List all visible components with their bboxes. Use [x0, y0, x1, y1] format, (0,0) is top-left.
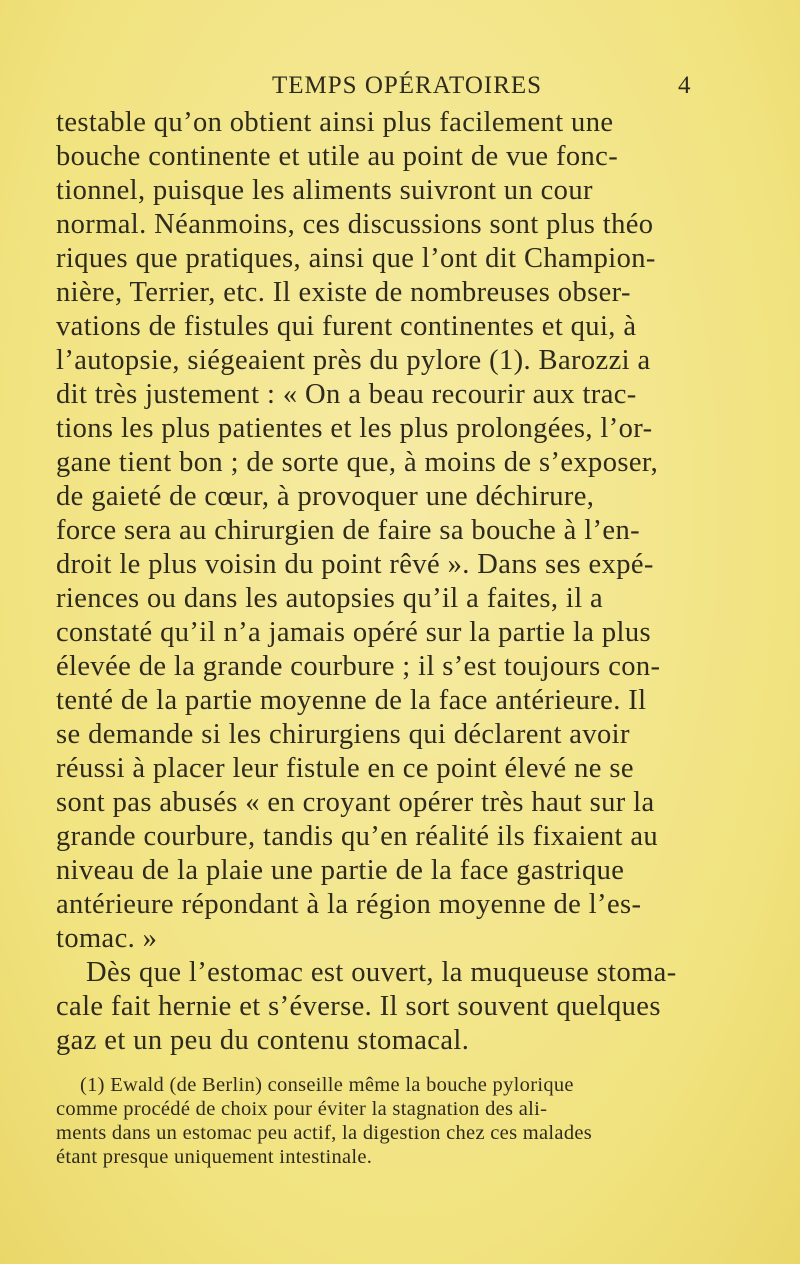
body-line: sont pas abusés « en croyant opérer très haut sur la: [56, 787, 655, 818]
body-line: Dès que l’estomac est ouvert, la muqueuse stoma-: [86, 957, 677, 988]
body-line: constaté qu’il n’a jamais opéré sur la partie la plus: [56, 617, 651, 648]
body-line: cale fait hernie et s’éverse. Il sort souvent quelques: [56, 991, 661, 1022]
body-line: gaz et un peu du contenu stomacal.: [56, 1025, 470, 1056]
body-line: testable qu’on obtient ainsi plus facilement une: [56, 107, 614, 138]
footnote-line: (1) Ewald (de Berlin) conseille même la bouche pylorique: [80, 1074, 574, 1096]
body-line: de gaieté de cœur, à provoquer une déchirure,: [56, 481, 595, 512]
body-line: vations de fistules qui furent continentes et qui, à: [56, 311, 637, 342]
body-line: droit le plus voisin du point rêvé ». Dans ses expé-: [56, 549, 654, 580]
body-line: riques que pratiques, ainsi que l’ont dit Champion-: [56, 243, 656, 274]
body-line: tenté de la partie moyenne de la face antérieure. Il: [56, 685, 647, 716]
page-number: 4: [678, 72, 691, 99]
body-line: l’autopsie, siégeaient près du pylore (1). Barozzi a: [56, 345, 651, 376]
body-line: tomac. »: [56, 923, 158, 954]
body-line: nière, Terrier, etc. Il existe de nombreuses obser-: [56, 277, 631, 308]
running-title: TEMPS OPÉRATOIRES: [272, 72, 543, 99]
body-line: normal. Néanmoins, ces discussions sont plus théo: [56, 209, 654, 240]
body-line: bouche continente et utile au point de vue fonc-: [56, 141, 619, 172]
body-line: se demande si les chirurgiens qui déclarent avoir: [56, 719, 630, 750]
body-line: tionnel, puisque les aliments suivront un cour: [56, 175, 593, 206]
body-line: dit très justement : « On a beau recourir aux trac-: [56, 379, 637, 410]
body-line: niveau de la plaie une partie de la face gastrique: [56, 855, 625, 886]
body-line: réussi à placer leur fistule en ce point élevé ne se: [56, 753, 634, 784]
body-line: gane tient bon ; de sorte que, à moins de s’exposer,: [56, 447, 659, 478]
footnote-line: étant presque uniquement intestinale.: [56, 1146, 373, 1168]
body-line: élevée de la grande courbure ; il s’est toujours con-: [56, 651, 661, 682]
body-line: grande courbure, tandis qu’en réalité ils fixaient au: [56, 821, 659, 852]
body-line: riences ou dans les autopsies qu’il a faites, il a: [56, 583, 604, 614]
footnote-line: ments dans un estomac peu actif, la digestion chez ces malades: [56, 1122, 593, 1144]
body-line: force sera au chirurgien de faire sa bouche à l’en-: [56, 515, 641, 546]
body-line: antérieure répondant à la région moyenne de l’es-: [56, 889, 642, 920]
body-line: tions les plus patientes et les plus prolongées, l’or-: [56, 413, 653, 444]
running-head: [0, 72, 800, 106]
footnote-line: comme procédé de choix pour éviter la stagnation des ali-: [56, 1098, 548, 1120]
